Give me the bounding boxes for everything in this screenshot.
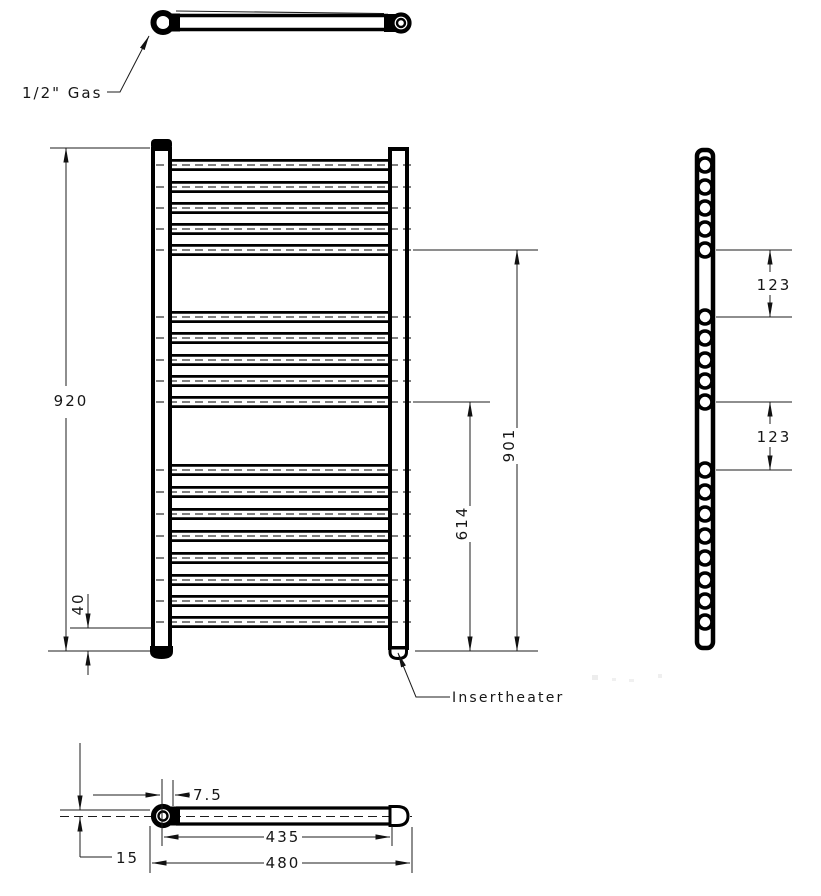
bar-end-circle — [698, 374, 712, 388]
gas-fitting-right — [384, 14, 410, 32]
gas-connection-label: 1/2" Gas — [22, 84, 103, 102]
bar-end-circle — [698, 222, 712, 236]
bar-end-circle — [698, 529, 712, 543]
dim-40-text: 40 — [69, 592, 87, 616]
dimension-901 — [413, 250, 538, 651]
bar-end-circle — [698, 573, 712, 587]
bar-end-circle — [698, 551, 712, 565]
top-view-pipe-edge-line — [176, 11, 384, 14]
radiator-bars — [156, 160, 412, 626]
dimension-gap-lower — [716, 402, 792, 470]
dim-15-text: 15 — [116, 849, 140, 867]
insert-heater-label: Insertheater — [452, 690, 565, 706]
side-view — [697, 150, 792, 648]
dimension-614 — [413, 402, 490, 651]
gas-leader-line — [107, 36, 149, 92]
bar-end-circle — [698, 310, 712, 324]
bar-end-circle — [698, 331, 712, 345]
bar-end-circle — [698, 180, 712, 194]
bottom-fitting-left — [154, 807, 181, 826]
dimension-wall-offset — [80, 743, 139, 867]
front-left-tube — [153, 149, 170, 648]
bar-end-circle — [698, 201, 712, 215]
bar-end-circle — [698, 353, 712, 367]
dimension-bottom-offset — [69, 592, 152, 675]
bar-end-circle — [698, 485, 712, 499]
dim-480-text: 480 — [265, 854, 301, 872]
dim-920-text: 920 — [53, 392, 89, 410]
scan-artifacts — [592, 674, 662, 682]
bar-end-circle — [698, 463, 712, 477]
bar-end-circle — [698, 594, 712, 608]
dim-614-text: 614 — [453, 505, 471, 541]
dimension-pipe-offset — [93, 780, 223, 806]
bar-end-circle — [698, 615, 712, 629]
front-bottom-left-cap — [150, 646, 173, 659]
dimension-gap-upper — [716, 250, 792, 317]
bar-end-circle — [698, 395, 712, 409]
bottom-view — [60, 743, 412, 873]
bar-end-circle — [698, 243, 712, 257]
dimension-overall-height — [48, 148, 150, 651]
gas-fitting-left — [154, 13, 181, 32]
insert-heater-leader — [398, 653, 450, 697]
top-view — [22, 11, 410, 102]
air-vent-cap — [151, 139, 172, 150]
dim-123-lower-text: 123 — [756, 428, 792, 446]
bar-end-circle — [698, 507, 712, 521]
dim-435-text: 435 — [265, 828, 301, 846]
insert-heater-callout — [398, 653, 564, 706]
dim-901-text: 901 — [500, 427, 518, 463]
front-right-tube — [390, 149, 407, 648]
bar-end-circle — [698, 158, 712, 172]
bottom-cap-right — [390, 807, 408, 826]
front-view — [150, 139, 412, 659]
dim-123-upper-text: 123 — [756, 276, 792, 294]
dim-7-5-text: 7.5 — [193, 786, 223, 804]
